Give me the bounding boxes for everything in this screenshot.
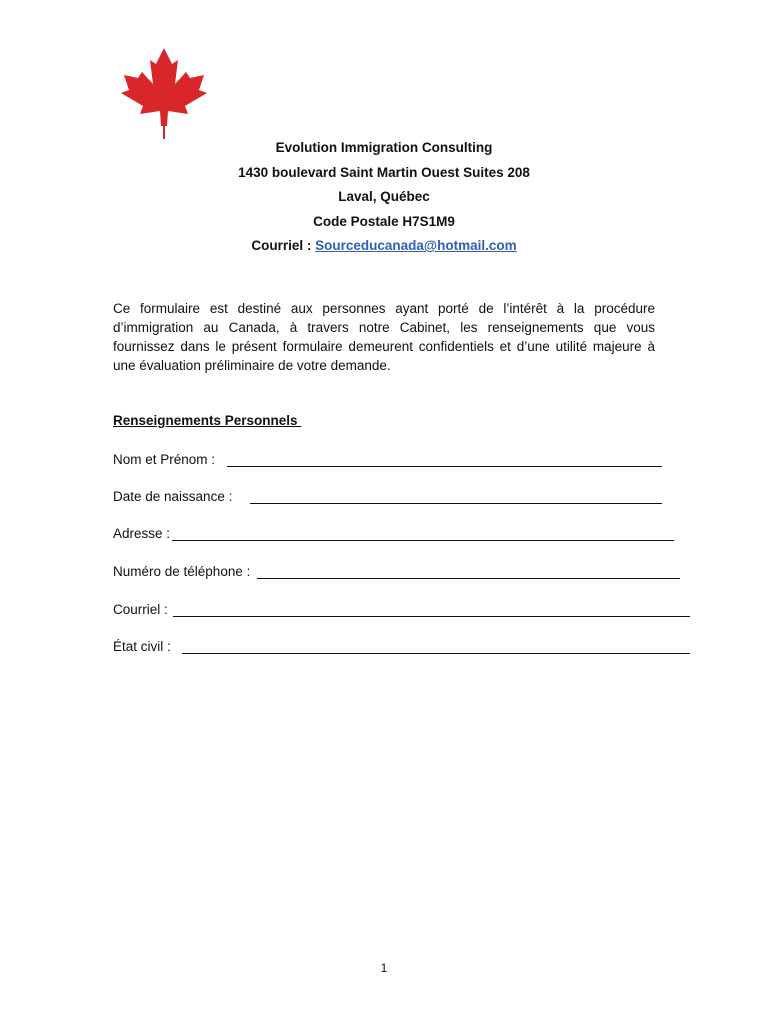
section-title: Renseignements Personnels [113,413,302,428]
field-address-line[interactable] [172,540,674,541]
field-marital-status-line[interactable] [182,653,690,654]
field-label: État civil : [113,639,175,654]
field-birth-date[interactable] [113,489,663,509]
company-name: Evolution Immigration Consulting [275,140,493,155]
field-full-name-line[interactable] [227,466,662,467]
company-city: Laval, Québec [338,189,430,204]
field-label: Adresse : [113,526,171,541]
field-birth-date-line[interactable] [250,503,662,504]
intro-paragraph: Ce formulaire est destiné aux personnes ayant porté de l’intérêt à la procédure d’immigration au Canada, à travers notre Cabinet, les renseignements que vous fournissez dans le présent formulaire demeurent confidentiels et d’une utilité majeure à une évaluation préliminaire de votre demande. [113,301,655,373]
field-phone[interactable] [113,564,681,584]
maple-leaf-icon [112,44,216,140]
field-email-line[interactable] [173,616,690,617]
company-email-line [0,238,768,253]
field-label: Numéro de téléphone : [113,564,255,579]
company-address: 1430 boulevard Saint Martin Ouest Suites 208 [238,165,530,180]
field-email[interactable] [113,602,691,622]
email-link[interactable]: Sourceducanada@hotmail.com [315,238,517,253]
field-label: Courriel : [113,602,172,617]
field-marital-status[interactable] [113,639,691,659]
field-address[interactable] [113,526,675,546]
field-label: Nom et Prénom : [113,452,219,467]
field-phone-line[interactable] [257,578,680,579]
field-full-name[interactable] [113,452,663,472]
company-postal-code: Code Postale H7S1M9 [313,214,455,229]
page-number: 1 [380,961,388,975]
email-label: Courriel : [251,238,316,253]
field-label: Date de naissance : [113,489,237,504]
